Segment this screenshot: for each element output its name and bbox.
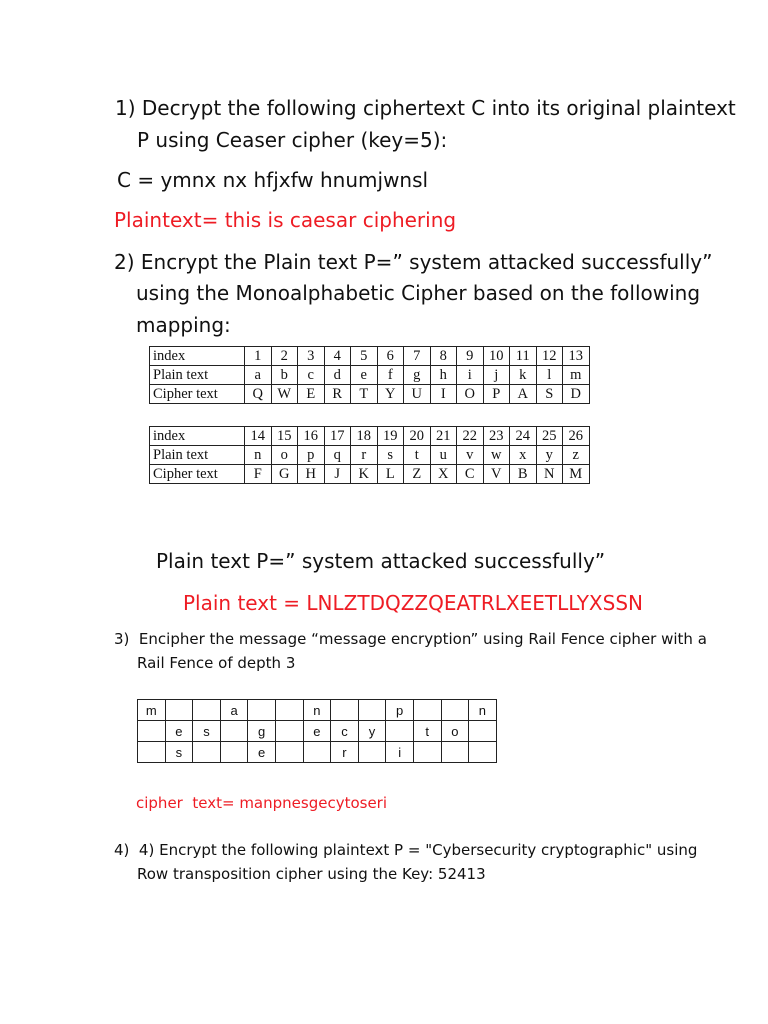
cell: 3 [298,347,325,366]
rail-cell [358,700,386,721]
rail-fence-grid [137,699,497,763]
cell: T [351,385,378,404]
rail-cell [248,700,276,721]
cell: k [510,366,537,385]
cell: O [457,385,484,404]
q1-ciphertext: C = ymnx nx hfjxfw hnumjwnsl [117,168,429,192]
mapping-table-1 [149,346,590,404]
rail-cell: c [331,721,359,742]
rail-cell: p [386,700,414,721]
cell: U [404,385,431,404]
rail-cell: i [386,742,414,763]
cell: 12 [536,347,563,366]
cell: w [483,446,510,465]
cell: 21 [430,427,457,446]
cell: I [430,385,457,404]
cell: u [430,446,457,465]
cell: a [245,366,272,385]
mapping-row-plain [150,446,590,465]
rail-cell [275,721,303,742]
mapping-row-index [150,427,590,446]
cell: J [324,465,351,484]
cell: Z [404,465,431,484]
cell: 5 [351,347,378,366]
rail-cell [220,721,248,742]
rail-cell: e [165,721,193,742]
cell: r [351,446,378,465]
q1-line2: P using Ceaser cipher (key=5): [137,128,448,152]
cell: n [245,446,272,465]
cell: 8 [430,347,457,366]
cell: z [563,446,590,465]
cell: 4 [324,347,351,366]
cell: D [563,385,590,404]
rail-cell: y [358,721,386,742]
cell: o [271,446,298,465]
cell: 1 [245,347,272,366]
row-label: Cipher text [150,385,245,404]
q4-line1: 4) 4) Encrypt the following plaintext P = "Cybersecurity cryptographic" using [114,841,698,859]
q3-line1: 3) Encipher the message “message encryption” using Rail Fence cipher with a [114,630,707,648]
cell: i [457,366,484,385]
cell: p [298,446,325,465]
q3-answer: cipher text= manpnesgecytoseri [136,794,388,812]
rail-cell [165,700,193,721]
cell: L [377,465,404,484]
rail-cell [386,721,414,742]
cell: 13 [563,347,590,366]
row-label: Plain text [150,446,245,465]
cell: c [298,366,325,385]
rail-cell [138,721,166,742]
rail-cell [275,700,303,721]
rail-cell: r [331,742,359,763]
q4-line2: Row transposition cipher using the Key: 52413 [137,865,486,883]
cell: e [351,366,378,385]
cell: N [536,465,563,484]
rail-cell: e [303,721,331,742]
cell: C [457,465,484,484]
cell: 9 [457,347,484,366]
cell: P [483,385,510,404]
row-label: index [150,427,245,446]
row-label: Cipher text [150,465,245,484]
cell: 23 [483,427,510,446]
rail-cell [303,742,331,763]
rail-cell [220,742,248,763]
rail-cell: a [220,700,248,721]
q2-line1: 2) Encrypt the Plain text P=” system attacked successfully” [114,250,713,274]
cell: G [271,465,298,484]
cell: h [430,366,457,385]
rail-cell [413,742,441,763]
cell: H [298,465,325,484]
rail-row [138,700,497,721]
cell: 10 [483,347,510,366]
q2-answer: Plain text = LNLZTDQZZQEATRLXEETLLYXSSN [183,591,643,615]
cell: x [510,446,537,465]
cell: 24 [510,427,537,446]
cell: 7 [404,347,431,366]
cell: S [536,385,563,404]
mapping-table-2 [149,426,590,484]
cell: M [563,465,590,484]
cell: t [404,446,431,465]
row-label: Plain text [150,366,245,385]
cell: v [457,446,484,465]
cell: 26 [563,427,590,446]
cell: B [510,465,537,484]
cell: R [324,385,351,404]
q1-line1: 1) Decrypt the following ciphertext C into its original plaintext [115,96,736,120]
rail-cell: n [469,700,497,721]
rail-cell: s [193,721,221,742]
mapping-row-index [150,347,590,366]
rail-cell [275,742,303,763]
mapping-row-plain [150,366,590,385]
rail-cell [138,742,166,763]
cell: b [271,366,298,385]
rail-cell: m [138,700,166,721]
q2-plain-line: Plain text P=” system attacked successfully” [156,549,606,573]
cell: l [536,366,563,385]
cell: s [377,446,404,465]
q2-line3: mapping: [136,313,231,337]
rail-cell [441,742,469,763]
rail-row [138,721,497,742]
q2-line2: using the Monoalphabetic Cipher based on the following [136,281,701,305]
cell: 6 [377,347,404,366]
rail-cell [413,700,441,721]
mapping-row-cipher [150,385,590,404]
rail-cell: n [303,700,331,721]
cell: 19 [377,427,404,446]
cell: 15 [271,427,298,446]
rail-cell [469,742,497,763]
q1-answer: Plaintext= this is caesar ciphering [114,208,457,232]
rail-cell [358,742,386,763]
cell: 16 [298,427,325,446]
cell: W [271,385,298,404]
mapping-row-cipher [150,465,590,484]
cell: K [351,465,378,484]
rail-cell: g [248,721,276,742]
cell: 20 [404,427,431,446]
rail-cell: e [248,742,276,763]
rail-cell [193,742,221,763]
rail-cell: t [413,721,441,742]
rail-cell [331,700,359,721]
cell: Q [245,385,272,404]
row-label: index [150,347,245,366]
cell: 17 [324,427,351,446]
rail-cell [193,700,221,721]
cell: A [510,385,537,404]
cell: X [430,465,457,484]
cell: 25 [536,427,563,446]
rail-cell [469,721,497,742]
cell: 11 [510,347,537,366]
cell: m [563,366,590,385]
cell: 2 [271,347,298,366]
cell: Y [377,385,404,404]
cell: g [404,366,431,385]
cell: F [245,465,272,484]
rail-cell: o [441,721,469,742]
cell: V [483,465,510,484]
cell: 22 [457,427,484,446]
cell: E [298,385,325,404]
q3-line2: Rail Fence of depth 3 [137,654,296,672]
rail-cell [441,700,469,721]
cell: d [324,366,351,385]
cell: j [483,366,510,385]
rail-row [138,742,497,763]
cell: y [536,446,563,465]
cell: 18 [351,427,378,446]
cell: q [324,446,351,465]
rail-cell: s [165,742,193,763]
cell: 14 [245,427,272,446]
cell: f [377,366,404,385]
